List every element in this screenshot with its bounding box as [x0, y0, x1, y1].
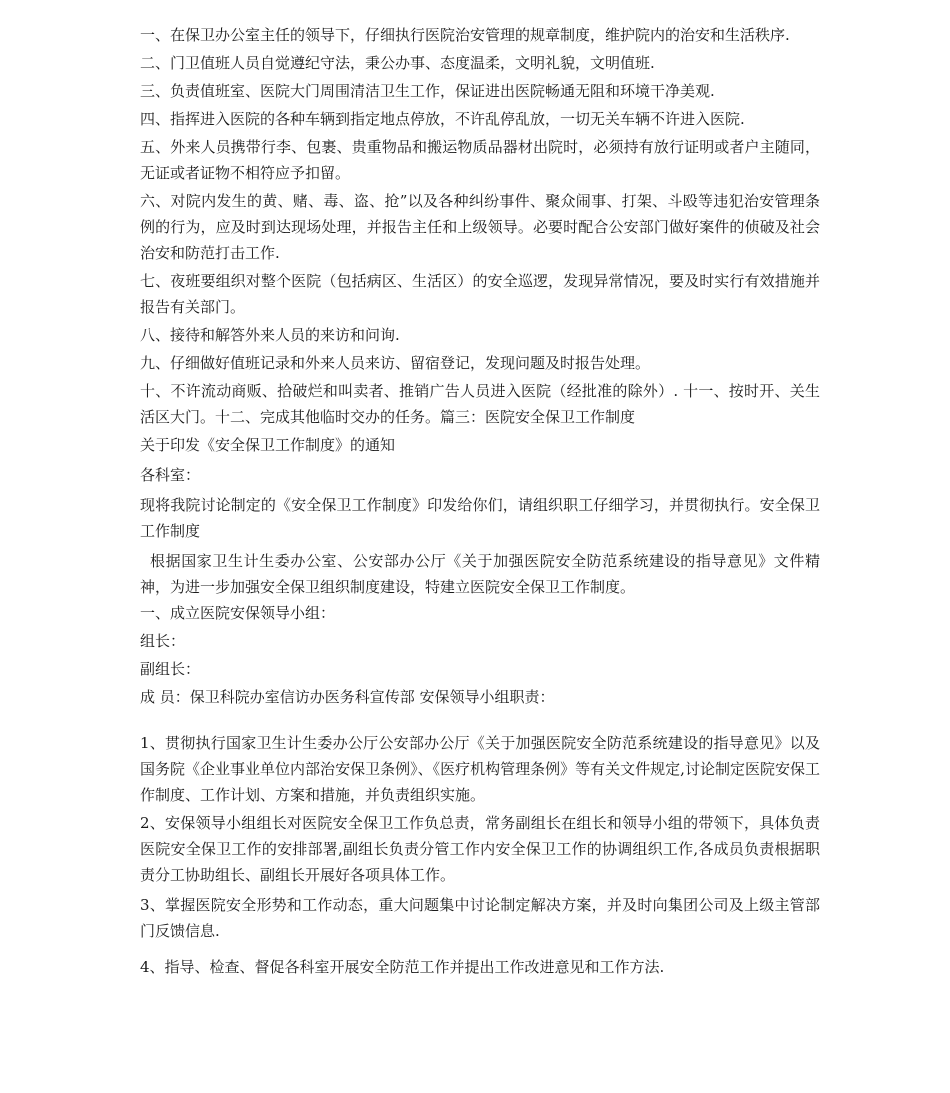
duty-4: 4、指导、检查、督促各科室开展安全防范工作并提出工作改进意见和工作方法. [140, 958, 665, 976]
leader-line: 组长： [140, 632, 186, 650]
document-page [140, 22, 820, 980]
paragraph-2: 二、门卫值班人员自觉遵纪守法，秉公办事、态度温柔，文明礼貌，文明值班. [140, 54, 655, 72]
paragraph-8: 八、接待和解答外来人员的来访和问询. [140, 326, 400, 344]
section-heading-1: 一、成立医院安保领导小组： [140, 604, 336, 622]
paragraph-4: 四、指挥进入医院的各种车辆到指定地点停放，不许乱停乱放，一切无关车辆不许进入医院. [140, 110, 745, 128]
paragraph-10: 十、不许流动商贩、拾破烂和叫卖者、推销广告人员进入医院（经批准的除外）. 十一、按时开、关生活区大门。十二、完成其他临时交办的任务。篇三：医院安全保卫工作制度 [140, 382, 820, 426]
salutation: 各科室： [140, 466, 201, 484]
duty-1: 1、贯彻执行国家卫生计生委办公厅公安部办公厅《关于加强医院安全防范系统建设的指导意见》以及国务院《企业事业单位内部治安保卫条例》、《医疗机构管理条例》等有关文件规定,讨论制定医院安保工作制度、工作计划、方案和措施，并负责组织实施。 [140, 734, 820, 804]
paragraph-6: 六、对院内发生的黄、赌、毒、盗、抢”以及各种纠纷事件、聚众闹事、打架、斗殴等违犯治安管理条例的行为，应及时到达现场处理，并报告主任和上级领导。必要时配合公安部门做好案件的侦破及社会治安和防范打击工作. [140, 192, 820, 262]
paragraph-9: 九、仔细做好值班记录和外来人员来访、留宿登记，发现问题及时报告处理。 [140, 354, 651, 372]
members-line: 成 员：保卫科院办室信访办医务科宣传部 安保领导小组职责： [140, 688, 555, 706]
paragraph-7: 七、夜班要组织对整个医院（包括病区、生活区）的安全巡逻，发现异常情况，要及时实行有效措施并报告有关部门。 [140, 272, 820, 316]
notice-title: 关于印发《安全保卫工作制度》的通知 [140, 436, 396, 454]
duty-3: 3、掌握医院安全形势和工作动态，重大问题集中讨论制定解决方案，并及时向集团公司及上级主管部门反馈信息. [140, 896, 820, 940]
duty-2: 2、安保领导小组组长对医院安全保卫工作负总责，常务副组长在组长和领导小组的带领下，具体负责医院安全保卫工作的安排部署,副组长负责分管工作内安全保卫工作的协调组织工作,各成员负责根据职责分工协助组长、副组长开展好各项具体工作。 [140, 814, 820, 884]
intro-paragraph: 根据国家卫生计生委办公室、公安部办公厅《关于加强医院安全防范系统建设的指导意见》文件精神，为进一步加强安全保卫组织制度建设，特建立医院安全保卫工作制度。 [140, 552, 820, 596]
paragraph-3: 三、负责值班室、医院大门周围清洁卫生工作，保证进出医院畅通无阻和环境干净美观. [140, 82, 715, 100]
notice-body: 现将我院讨论制定的《安全保卫工作制度》印发给你们，请组织职工仔细学习，并贯彻执行。安全保卫工作制度 [140, 496, 820, 540]
paragraph-5: 五、外来人员携带行李、包裹、贵重物品和搬运物质品器材出院时，必须持有放行证明或者户主随同，无证或者证物不相符应予扣留。 [140, 138, 820, 182]
paragraph-1: 一、在保卫办公室主任的领导下，仔细执行医院治安管理的规章制度，维护院内的治安和生活秩序. [140, 26, 790, 44]
deputy-leader-line: 副组长： [140, 660, 201, 678]
